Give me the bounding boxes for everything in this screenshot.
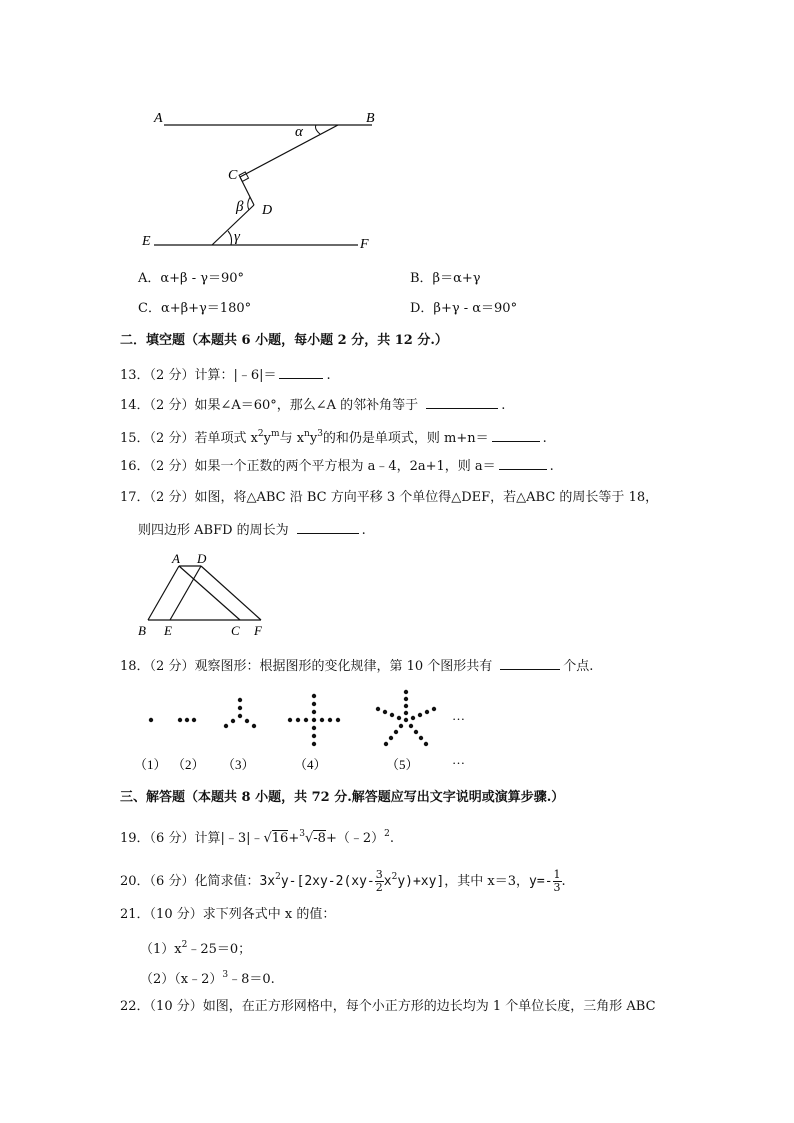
label-e: E [164,623,172,638]
caption-4: （4） [294,757,327,772]
fig5-dot [399,724,403,728]
label-f: F [360,237,369,252]
q19-plus: + [288,831,300,846]
q17-text: 则四边形 ABFD 的周长为 [138,523,289,538]
fig4-dot [312,710,316,714]
fig4-dot [320,718,324,722]
fig3-dot [245,719,249,723]
q17-answer-blank[interactable] [297,521,359,534]
question-16 [120,457,554,475]
q20-y-fraction [553,869,562,894]
question-14 [120,396,505,414]
q13-answer-blank[interactable] [279,366,323,379]
fig5-dot [390,713,394,717]
q15-exp-1: 2 [257,429,264,439]
question-19 [120,826,394,847]
translation-figure [134,550,269,640]
q20-text: 20．（6 分）化简求值： [120,874,260,889]
fig5-dot [418,713,422,717]
q19-sqrt-radicand: 16 [271,831,289,846]
fig5-dot [424,742,428,746]
fig5-dot [394,730,398,734]
label-c: C [231,623,240,638]
caption-5: （5） [386,757,419,772]
q20-expr-c: x [383,874,392,889]
q20-period: . [561,874,566,889]
angle-figure [140,105,385,255]
q18-text: 18．（2 分）观察图形：根据图形的变化规律，第 10 个图形共有 [120,659,493,674]
dots-ellipsis-bottom: … [452,752,465,767]
q20-frac-den: 2 [375,881,383,894]
q12-option-d: D．β+γ - α＝90° [410,301,518,316]
q15-text-d: y [309,431,318,446]
label-d: D [197,551,207,566]
q22-line-1: 22．（10 分）如图，在正方形网格中，每个小正方形的边长均为 1 个单位长度，三角形 ABC [120,999,656,1014]
fig5-dot [384,742,388,746]
q21-title: 21．（10 分）求下列各式中 x 的值： [120,907,336,922]
q20-y-den: 3 [553,881,561,894]
fig5-dot [383,710,387,714]
q20-exp-c: 2 [391,872,398,882]
q17-period: . [361,523,366,538]
fig3-dot [238,714,242,718]
q20-y-eq: y=- [529,874,553,889]
beta-arc [248,197,250,210]
fig5-dot [432,707,436,711]
q14-period: . [501,398,506,413]
q20-exp-a: 2 [275,872,281,882]
label-alpha: α [295,124,303,140]
q14-text: 14．（2 分）如果∠A＝60°，那么∠A 的邻补角等于 [120,398,419,413]
fig3-dot [231,719,235,723]
section2-heading: 二．填空题（本题共 6 小题，每小题 2 分，共 12 分.） [120,333,448,348]
q19-text: 19．（6 分）计算|﹣3|﹣ [120,831,264,846]
line-bc [240,125,338,177]
q21-part2-exp: 3 [222,970,229,980]
question-13 [120,366,331,384]
q19-cbrt-index: 3 [299,829,305,839]
fig3-dot [238,706,242,710]
fig5-dot [425,710,429,714]
fig5-dot [397,716,401,720]
q15-text-e: 的和仍是单项式，则 m+n＝ [322,431,489,446]
dot-pattern-figure [134,686,474,776]
q16-period: . [549,459,554,474]
fig5-dot [419,736,423,740]
q15-exp-2: m [271,429,280,439]
q21-part2-tail: ﹣8＝0. [228,972,275,987]
label-e: E [142,234,151,249]
fig2-dot [178,718,182,722]
q20-expr-b: y-[2xy-2(xy- [280,874,375,889]
fig5-dot [411,716,415,720]
q21-part1-text: （1）x [140,942,182,957]
q16-text: 16．（2 分）如果一个正数的两个平方根为 a﹣4，2a+1，则 a＝ [120,459,496,474]
sqrt-symbol: √ [263,831,272,846]
q16-answer-blank[interactable] [499,457,547,470]
q20-fraction [375,869,384,894]
q21-part1-exp: 2 [181,940,188,950]
fig5-dot [389,736,393,740]
fig4-dot [328,718,332,722]
gamma-arc [228,231,232,245]
fig3-dot [238,698,242,702]
q15-exp-4: 3 [317,429,323,439]
q21-part2-text: （2）（x﹣2） [140,972,223,987]
fig5-dot [404,697,408,701]
q13-period: . [326,368,331,383]
fig2-dot [185,718,189,722]
section3-heading: 三、解答题（本题共 8 小题，共 72 分.解答题应写出文字说明或演算步骤.） [120,790,565,805]
question-15 [120,426,547,447]
q19-text-b: +（﹣2） [325,831,385,846]
cbrt-symbol: √ [304,831,314,846]
line-de [212,205,254,245]
q20-expr-d: y)+xy] [397,874,445,889]
label-a: A [172,551,180,566]
fig4-dot [304,718,308,722]
fig4-dot [288,718,292,722]
q19-cbrt-radicand: -8 [313,831,326,846]
fig5-dot [376,707,380,711]
q12-option-b: B．β＝α+γ [410,271,481,286]
q15-text-b: y [263,431,272,446]
q12-option-a: A．α+β - γ＝90° [138,271,245,286]
q21-part-2 [140,967,275,988]
q20-expr-a: 3x [259,874,276,889]
caption-1: （1） [134,757,167,772]
q12-option-c: C．α+β+γ＝180° [138,301,252,316]
q21-part1-tail: ﹣25＝0； [187,942,252,957]
fig5-dot [414,730,418,734]
q15-text-a: 15．（2 分）若单项式 x [120,431,258,446]
q19-exp: 2 [384,829,390,839]
q15-exp-3: n [304,429,310,439]
label-gamma: γ [234,229,240,245]
question-18 [120,657,593,675]
fig4-dot [312,702,316,706]
q17-line-1: 17．（2 分）如图，将△ABC 沿 BC 方向平移 3 个单位得△DEF，若△ABC 的周长等于 18， [120,490,659,505]
fig5-dot [404,690,408,694]
fig5-dot [404,711,408,715]
label-c: C [228,168,238,183]
q17-line-2 [138,521,366,539]
question-20 [120,862,566,897]
fig4-dot [312,726,316,730]
fig4-dot [296,718,300,722]
fig3-dot [252,724,256,728]
q20-where: ，其中 x＝3， [444,874,530,889]
fig5-dot [404,718,408,722]
caption-2: （2） [172,757,205,772]
fig4-dot [336,718,340,722]
label-b: B [366,111,375,126]
q15-period: . [542,431,547,446]
fig5-dot [409,724,413,728]
fig4-dot [312,734,316,738]
fig4-dot [312,694,316,698]
caption-3: （3） [222,757,255,772]
q18-answer-blank[interactable] [500,657,560,670]
q20-y-num: 1 [553,868,561,881]
label-beta: β [236,199,244,215]
alpha-arc [316,125,321,134]
dots-ellipsis-top: … [452,708,465,723]
q15-answer-blank[interactable] [492,429,540,442]
label-a: A [154,111,163,126]
q21-part-1 [140,937,251,958]
label-b: B [138,623,146,638]
q20-frac-num: 3 [375,868,383,881]
fig3-dot [224,724,228,728]
fig1-dot [149,718,153,722]
q19-period: . [389,831,394,846]
fig4-dot [312,718,316,722]
fig2-dot [192,718,196,722]
label-d: D [262,203,273,218]
q13-text: 13．（2 分）计算：|﹣6|＝ [120,368,277,383]
q18-tail: 个点. [563,659,594,674]
q15-text-c: 与 x [279,431,305,446]
fig4-dot [312,742,316,746]
q14-answer-blank[interactable] [426,396,498,409]
label-f: F [254,623,262,638]
fig5-dot [404,704,408,708]
